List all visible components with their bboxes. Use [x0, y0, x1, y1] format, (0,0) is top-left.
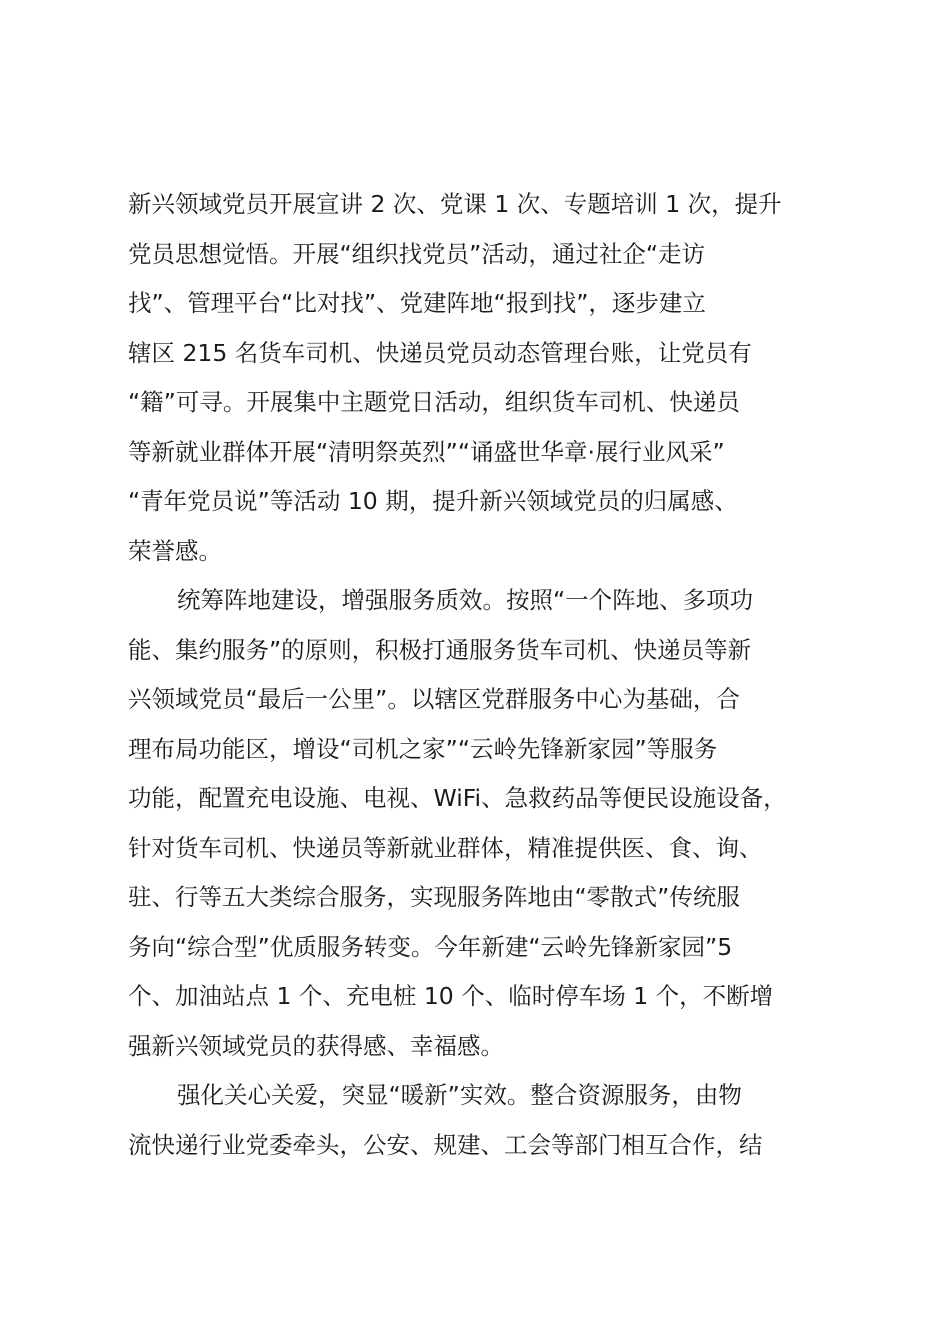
text-line: 理布局功能区，增设“司机之家”“云岭先锋新家园”等服务: [128, 734, 718, 763]
text-line: 等新就业群体开展“清明祭英烈”“诵盛世华章·展行业风采”: [128, 437, 725, 466]
text-line: 针对货车司机、快递员等新就业群体，精准提供医、食、询、: [128, 833, 763, 862]
text-line: 新兴领域党员开展宣讲 2 次、党课 1 次、专题培训 1 次，提升: [128, 190, 782, 218]
text-line: 能、集约服务”的原则，积极打通服务货车司机、快递员等新: [128, 635, 752, 664]
text-line: 个、加油站点 1 个、充电桩 10 个、临时停车场 1 个，不断增: [128, 982, 774, 1010]
text-line: “籍”可寻。开展集中主题党日活动，组织货车司机、快递员: [128, 388, 740, 416]
paragraph-first-line: 强化关心关爱，突显“暖新”实效。整合资源服务，由物: [177, 1081, 742, 1109]
text-line: 党员思想觉悟。开展“组织找党员”活动，通过社企“走访: [128, 239, 706, 268]
text-line: 荣誉感。: [128, 536, 222, 565]
text-line: 辖区 215 名货车司机、快递员党员动态管理台账，让党员有: [128, 338, 752, 367]
text-line: 务向“综合型”优质服务转变。今年新建“云岭先锋新家园”5: [128, 932, 733, 961]
text-line: 流快递行业党委牵头，公安、规建、工会等部门相互合作，结: [128, 1130, 763, 1159]
text-line: 驻、行等五大类综合服务，实现服务阵地由“零散式”传统服: [128, 883, 740, 911]
text-line: “青年党员说”等活动 10 期，提升新兴领域党员的归属感、: [128, 487, 738, 515]
text-line: 功能，配置充电设施、电视、WiFi、急救药品等便民设施设备，: [128, 784, 787, 812]
document-body: [128, 180, 838, 1170]
text-line: 找”、管理平台“比对找”、党建阵地“报到找”，逐步建立: [128, 289, 706, 317]
text-line: 兴领域党员“最后一公里”。以辖区党群服务中心为基础，合: [128, 685, 740, 713]
paragraph-first-line: 统筹阵地建设，增强服务质效。按照“一个阵地、多项功: [177, 586, 754, 614]
text-line: 强新兴领域党员的获得感、幸福感。: [128, 1031, 504, 1060]
